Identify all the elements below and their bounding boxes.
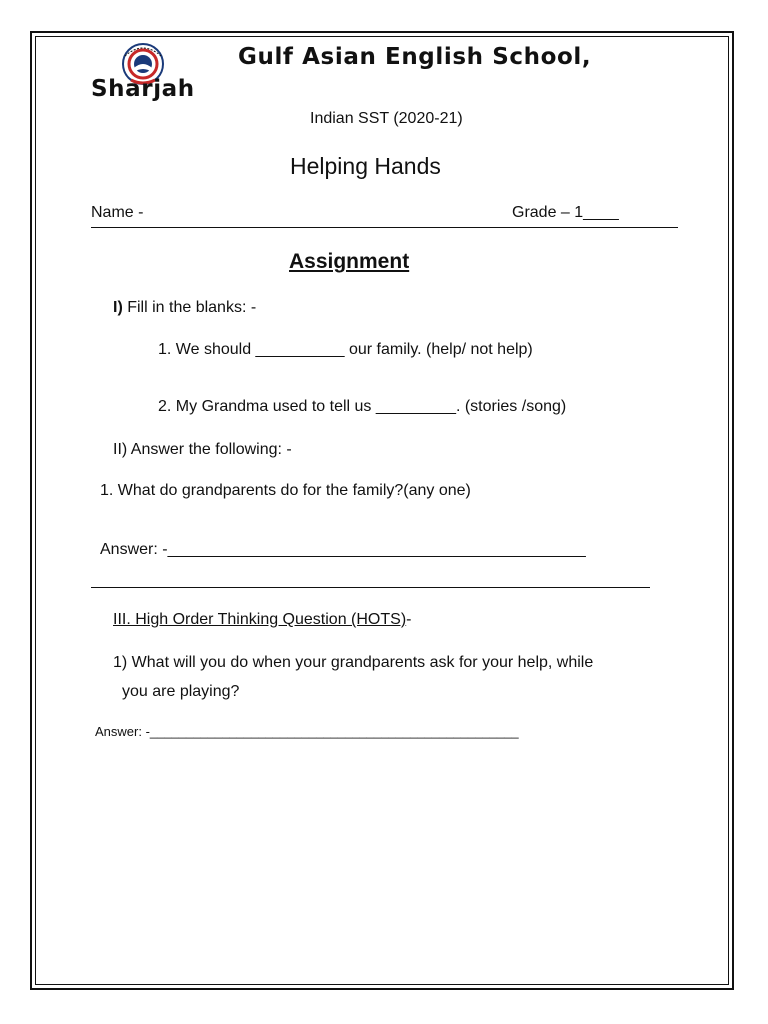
section3-title-suffix: - (406, 611, 412, 628)
school-name-line2: Sharjah (91, 76, 195, 102)
answer-line-1: Answer: -_______________________________________________ (100, 541, 586, 558)
hots-answer-line: Answer: -___________________________________________________ (95, 724, 519, 739)
fill-blank-question-2: 2. My Grandma used to tell us _________. (stories /song) (158, 398, 567, 415)
section3-title (113, 611, 411, 629)
subject-title: Indian SST (2020-21) (310, 110, 463, 127)
assignment-heading: Assignment (289, 250, 410, 273)
hots-question-line2: you are playing? (122, 683, 240, 700)
section1-marker: I) (113, 299, 123, 316)
name-label: Name - (91, 204, 144, 221)
grade-label: Grade – 1____ (512, 204, 619, 221)
section1-text: Fill in the blanks: - (122, 299, 257, 316)
answer-line-2 (91, 587, 650, 588)
lesson-title: Helping Hands (290, 153, 441, 179)
section1-title (113, 299, 256, 317)
name-line (91, 227, 678, 228)
answer-question-1: 1. What do grandparents do for the family?(any one) (100, 482, 471, 499)
fill-blank-question-1: 1. We should __________ our family. (help/ not help) (158, 341, 533, 358)
section2-title: II) Answer the following: - (113, 441, 292, 458)
hots-question-line1: 1) What will you do when your grandparents ask for your help, while (113, 654, 594, 671)
school-name-line1: Gulf Asian English School, (238, 44, 592, 70)
section3-title-text: III. High Order Thinking Question (HOTS) (113, 611, 407, 628)
